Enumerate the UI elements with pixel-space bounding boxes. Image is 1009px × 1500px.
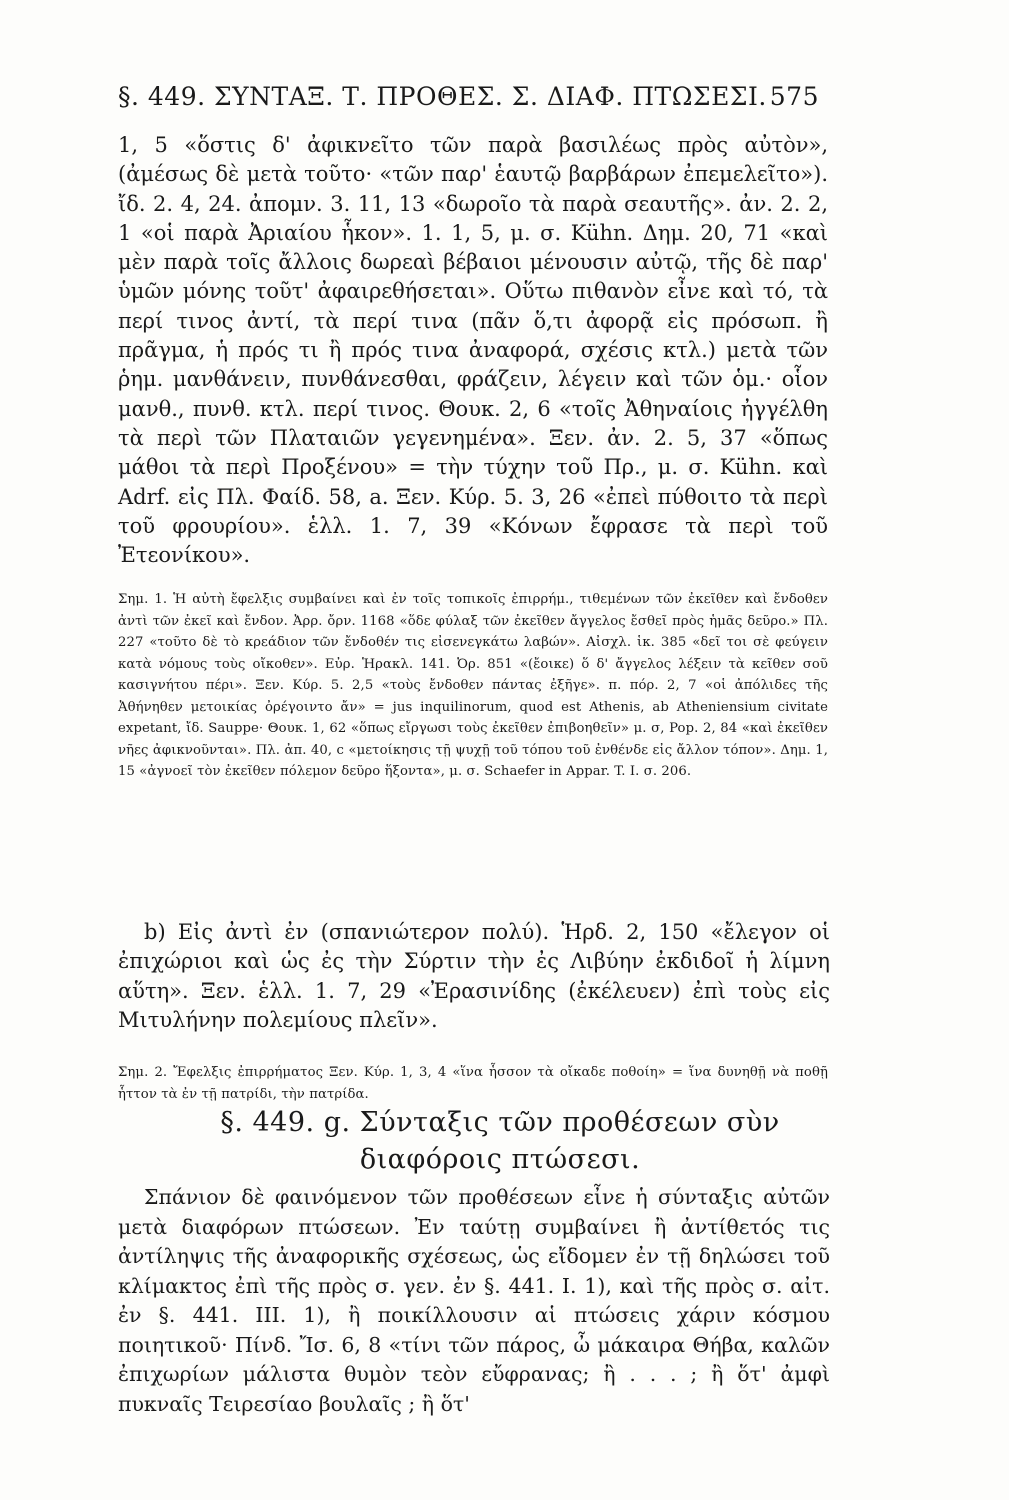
paragraph: Σπάνιον δὲ φαινόμενον τῶν προθέσεων εἶνε ἡ σύνταξις αὐτῶν μετὰ διαφόρων πτώσεων. Ἐν ταύτῃ συμβαίνει ἢ ἀντίθετός τις ἀντίληψις τῆς ἀναφορικῆς σχέσεως, ὡς εἴδομεν ἐν τῇ δηλώσει τοῦ κλίμακτος ἐπὶ τῆς πρὸς σ. γεν. ἐν §. 441. I. 1), καὶ τῆς πρὸς σ. αἰτ. ἐν §. 441. III. 1), ἢ ποικίλλουσιν αἱ πτώσεις χάριν κόσμου ποιητικοῦ· Πίνδ. Ἴσ. 6, 8 «τίνι τῶν πάρος, ὦ μάκαιρα Θήβα, καλῶν ἐπιχωρίων μάλιστα θυμὸν τεὸν εὔφρανας; ἢ . . . ; ἢ ὅτ' ἀμφὶ πυκναῖς Τειρεσίαο βουλαῖς ; ἢ ὅτ'	[118, 1185, 830, 1416]
footnote-1	[118, 576, 828, 796]
note-paragraph: Σημ. 1. Ἡ αὐτὴ ἔφελξις συμβαίνει καὶ ἐν τοῖς τοπικοῖς ἐπιρρήμ., τιθεμένων τῶν ἐκεῖθεν καὶ ἔνδοθεν ἀντὶ τῶν ἐκεῖ καὶ ἔνδον. Ἀρρ. ὄρν. 1168 «ὅδε φύλαξ τῶν ἐκεῖθεν ἄγγελος ἔσθεῖ πρὸς ἡμᾶς δεῦρο.» Πλ. 227 «τοῦτο δὲ τὸ κρεάδιον τῶν ἔνδοθέν τις εἰσενεγκάτω λαβών». Αἰσχλ. ἱκ. 385 «δεῖ τοι σὲ φεύγειν κατὰ νόμους τοὺς οἴκοθεν». Εὐρ. Ἡρακλ. 141. Ὀρ. 851 «(ἔοικε) ὅ δ' ἄγγελος λέξειν τὰ κεῖθεν σοῦ κασιγνήτου πέρι». Ξεν. Κύρ. 5. 2,5 «τοὺς ἔνδοθεν πάντας ἐξῆγε». π. πόρ. 2, 7 «οἱ ἀπόλιδες τῆς Ἀθήνηθεν μετοικίας ὀρέγοιντο ἄν» = jus inquilinorum, quod est Athenis, ab Atheniensium civitate expetant, ἴδ. Sauppe· Θουκ. 1, 62 «ὅπως εἴργωσι τοὺς ἐκεῖθεν ἐπιβοηθεῖν» μ. σ, Pop. 2, 84 «καὶ ἐκεῖθεν νῆες ἀφικνοῦνται». Πλ. ἀπ. 40, c «μετοίκησις τῇ ψυχῇ τοῦ τόπου τοῦ ἐνθένδε εἰς ἄλλον τόπον». Δημ. 1, 15 «ἀγνοεῖ τὸν ἐκεῖθεν πόλεμον δεῦρο ἥξοντα», μ. σ. Schaefer in Appar. T. I. σ. 206.	[118, 592, 828, 780]
paragraph: 1, 5 «ὅστις δ' ἀφικνεῖτο τῶν παρὰ βασιλέως πρὸς αὐτὸν», (ἀμέσως δὲ μετὰ τοῦτο· «τῶν παρ' ἑαυτῷ βαρβάρων ἐπεμελεῖτο»). ἴδ. 2. 4, 24. ἀπομν. 3. 11, 13 «δωροῖο τὰ παρὰ σεαυτῆς». ἀν. 2. 2, 1 «οἱ παρὰ Ἀριαίου ἧκον». 1. 1, 5, μ. σ. Kühn. Δημ. 20, 71 «καὶ μὲν παρὰ τοῖς ἄλλοις δωρεαὶ βέβαιοι μένουσιν αὐτῷ, τῆς δὲ παρ' ὑμῶν μόνης τοῦτ' ἀφαιρεθήσεται». Οὕτω πιθανὸν εἶνε καὶ τό, τὰ περί τινος ἀντί, τὰ περί τινα (πᾶν ὅ,τι ἀφορᾷ εἰς πρόσωπ. ἢ πρᾶγμα, ἡ πρός τι ἢ πρός τινα ἀναφορά, σχέσις κτλ.) μετὰ τῶν ῥημ. μανθάνειν, πυνθάνεσθαι, φράζειν, λέγειν καὶ τῶν ὁμ.· οἷον μανθ., πυνθ. κτλ. περί τινος. Θουκ. 2, 6 «τοῖς Ἀθηναίοις ἠγγέλθη τὰ περὶ τῶν Πλαταιῶν γεγενημένα». Ξεν. ἀν. 2. 5, 37 «ὅπως μάθοι τὰ περὶ Προξένου» = τὴν τύχην τοῦ Πρ., μ. σ. Kühn. καὶ Adrf. εἰς Πλ. Φαίδ. 58, a. Ξεν. Κύρ. 5. 3, 26 «ἐπεὶ πύθοιτο τὰ περὶ τοῦ φρουρίου». ἑλλ. 1. 7, 39 «Κόνων ἔφρασε τὰ περὶ τοῦ Ἐτεονίκου».	[118, 133, 828, 568]
page-number: 575	[769, 82, 819, 111]
body-text-block-1	[118, 131, 828, 570]
paragraph: b) Εἰς ἀντὶ ἐν (σπανιώτερον πολύ). Ἡρδ. 2, 150 «ἔλεγον οἱ ἐπιχώριοι καὶ ὡς ἐς τὴν Σύρτιν τὴν ἐς Λιβύην ἐκδιδοῖ ἡ λίμνη αὕτη». Ξεν. ἑλλ. 1. 7, 29 «Ἐρασινίδης (ἐκέλευεν) ἐπὶ τοὺς εἰς Μιτυλήνην πολεμίους πλεῖν».	[118, 920, 830, 1032]
section-heading: §. 449. g. Σύνταξις τῶν προθέσεων σὺν διαφόροις πτώσεσι.	[220, 1107, 780, 1175]
body-text-block-3	[118, 1183, 830, 1419]
header-title: §. 449. ΣΥΝΤΑΞ. Τ. ΠΡΟΘΕΣ. Σ. ΔΙΑΦ. ΠΤΩΣΕΣΙ.	[118, 82, 767, 111]
note-paragraph: Σημ. 2. Ἔφελξις ἐπιρρήματος Ξεν. Κύρ. 1, 3, 4 «ἵνα ἧσσον τὰ οἴκαδε ποθοίη» = ἵνα δυνηθῇ νὰ ποθῇ ἧττον τὰ ἐν τῇ πατρίδι, τὴν πατρίδα.	[118, 1065, 828, 1102]
body-text-block-2	[118, 918, 830, 1035]
running-header	[118, 82, 819, 111]
